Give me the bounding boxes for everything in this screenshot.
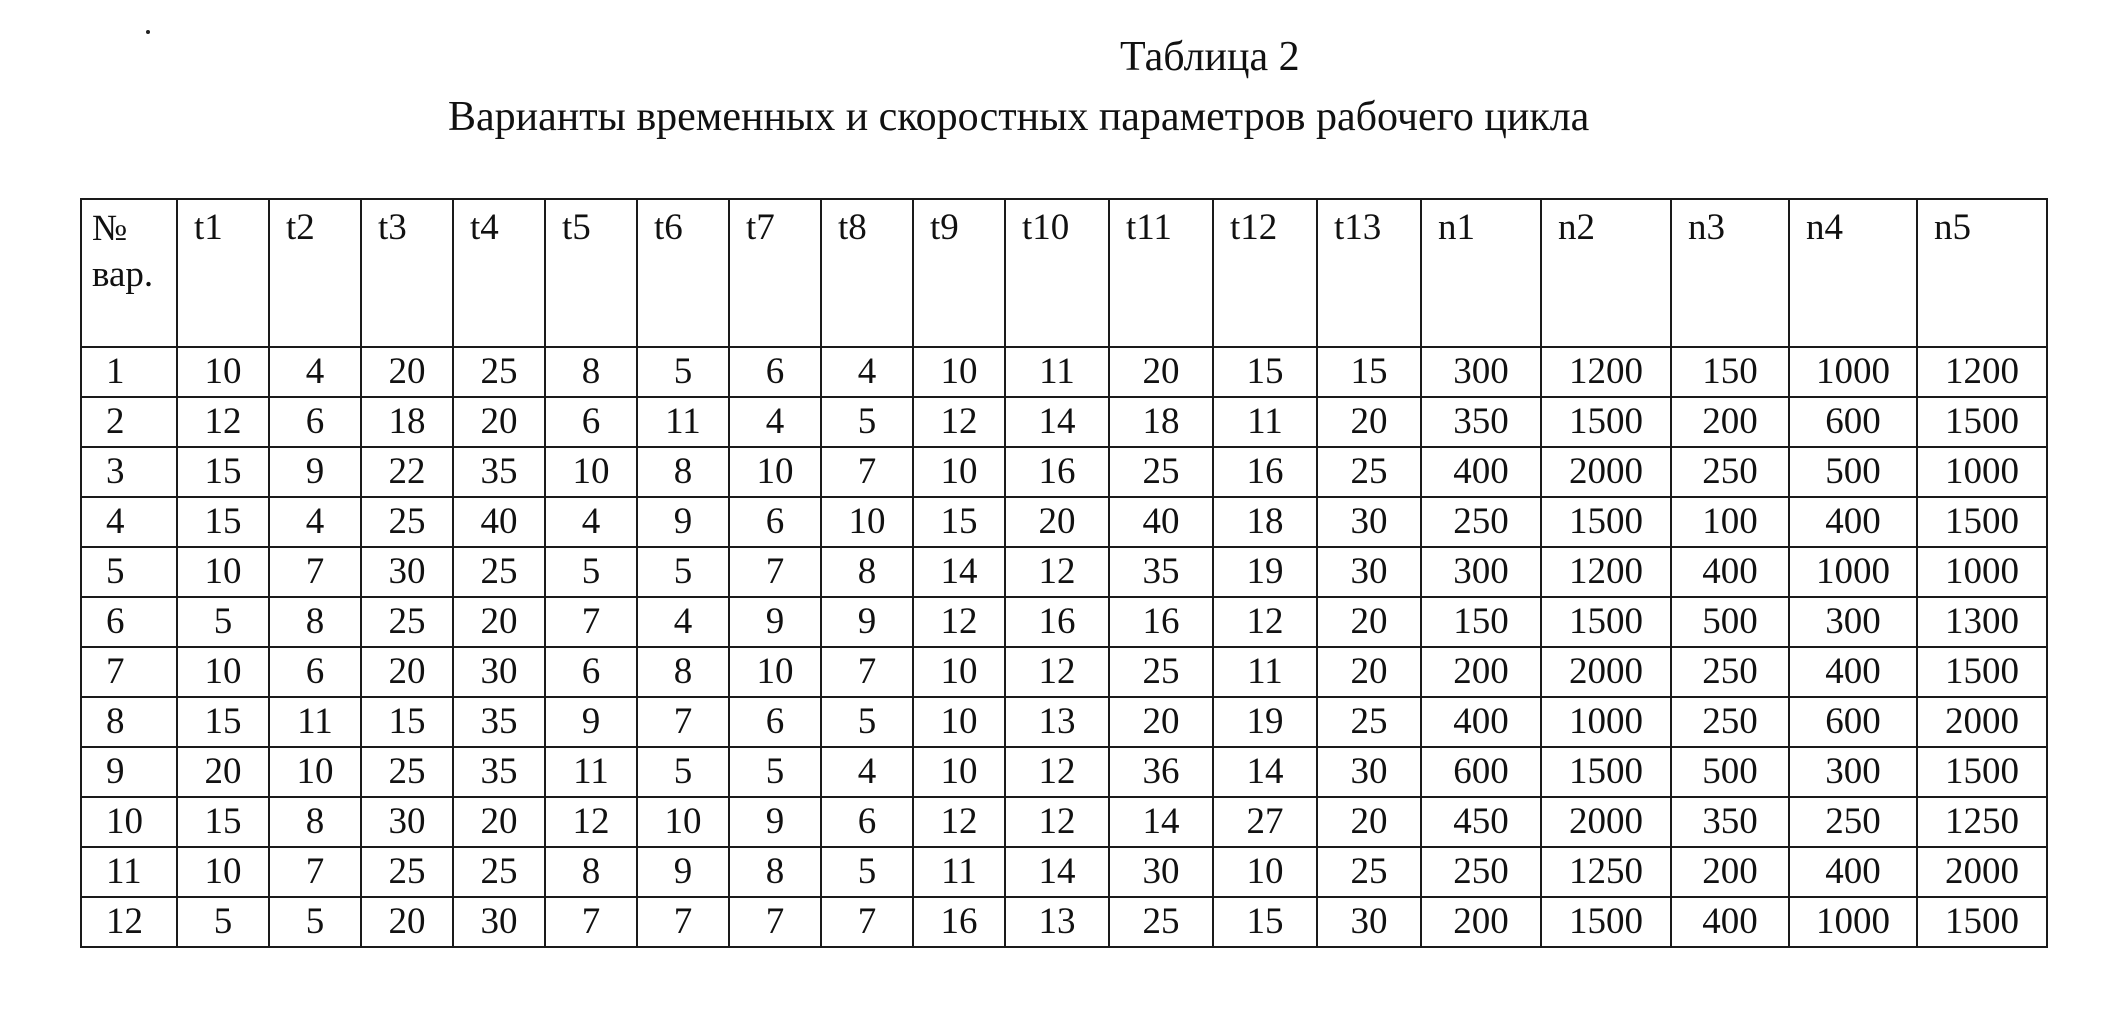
table-cell: 100 [1671, 497, 1789, 547]
table-cell: 5 [821, 397, 913, 447]
table-cell: 15 [1213, 897, 1317, 947]
table-cell: 30 [1317, 897, 1421, 947]
table-cell: 1200 [1541, 547, 1671, 597]
table-cell: 8 [637, 447, 729, 497]
table-cell: 12 [545, 797, 637, 847]
table-cell: 400 [1671, 547, 1789, 597]
table-cell: 40 [1109, 497, 1213, 547]
table-cell: 12 [913, 397, 1005, 447]
table-cell: 7 [269, 547, 361, 597]
table-cell: 7 [269, 847, 361, 897]
header-n4: n4 [1789, 199, 1917, 347]
table-cell: 2000 [1541, 647, 1671, 697]
table-cell: 5 [177, 897, 269, 947]
variant-number-cell: 9 [81, 747, 177, 797]
table-cell: 12 [1005, 747, 1109, 797]
table-cell: 10 [913, 647, 1005, 697]
table-cell: 500 [1789, 447, 1917, 497]
table-cell: 12 [1005, 647, 1109, 697]
table-cell: 9 [637, 847, 729, 897]
table-cell: 150 [1421, 597, 1541, 647]
table-cell: 250 [1421, 847, 1541, 897]
table-cell: 11 [1213, 647, 1317, 697]
table-cell: 19 [1213, 697, 1317, 747]
table-cell: 12 [1213, 597, 1317, 647]
table-cell: 1000 [1917, 447, 2047, 497]
table-cell: 25 [453, 547, 545, 597]
table-cell: 5 [177, 597, 269, 647]
table-cell: 250 [1671, 447, 1789, 497]
table-cell: 10 [729, 647, 821, 697]
table-cell: 18 [1109, 397, 1213, 447]
table-cell: 9 [637, 497, 729, 547]
table-cell: 500 [1671, 747, 1789, 797]
table-cell: 4 [821, 347, 913, 397]
table-cell: 4 [269, 347, 361, 397]
variant-number-cell: 2 [81, 397, 177, 447]
table-label: Таблица 2 [1120, 34, 1300, 80]
header-variant-number [81, 199, 177, 347]
table-cell: 22 [361, 447, 453, 497]
table-cell: 6 [545, 647, 637, 697]
table-cell: 30 [1109, 847, 1213, 897]
table-cell: 6 [545, 397, 637, 447]
table-cell: 25 [1317, 697, 1421, 747]
table-cell: 7 [545, 597, 637, 647]
table-cell: 1250 [1917, 797, 2047, 847]
table-cell: 1200 [1541, 347, 1671, 397]
table-cell: 6 [269, 397, 361, 447]
table-row [81, 797, 2047, 847]
variant-number-cell: 4 [81, 497, 177, 547]
table-cell: 15 [1317, 347, 1421, 397]
table-cell: 15 [177, 497, 269, 547]
table-cell: 10 [913, 747, 1005, 797]
document-header [0, 0, 2128, 200]
table-cell: 30 [453, 647, 545, 697]
table-cell: 14 [1005, 847, 1109, 897]
table-cell: 11 [269, 697, 361, 747]
table-row [81, 847, 2047, 897]
table-cell: 20 [1317, 597, 1421, 647]
table-cell: 7 [821, 647, 913, 697]
table-cell: 25 [453, 847, 545, 897]
table-cell: 250 [1671, 647, 1789, 697]
table-cell: 12 [177, 397, 269, 447]
table-cell: 20 [1317, 797, 1421, 847]
table-cell: 10 [545, 447, 637, 497]
table-cell: 8 [637, 647, 729, 697]
table-cell: 400 [1421, 697, 1541, 747]
table-cell: 25 [361, 747, 453, 797]
header-n3: n3 [1671, 199, 1789, 347]
table-cell: 20 [361, 347, 453, 397]
table-cell: 250 [1789, 797, 1917, 847]
header-t8: t8 [821, 199, 913, 347]
variant-number-cell: 10 [81, 797, 177, 847]
table-cell: 1500 [1541, 897, 1671, 947]
table-cell: 14 [913, 547, 1005, 597]
table-cell: 8 [545, 347, 637, 397]
table-cell: 1500 [1541, 747, 1671, 797]
table-cell: 1500 [1917, 497, 2047, 547]
table-cell: 7 [821, 447, 913, 497]
table-row [81, 697, 2047, 747]
table-header-row [81, 199, 2047, 347]
table-cell: 350 [1671, 797, 1789, 847]
header-t1: t1 [177, 199, 269, 347]
table-cell: 27 [1213, 797, 1317, 847]
table-cell: 8 [821, 547, 913, 597]
table-cell: 1000 [1917, 547, 2047, 597]
variant-number-cell: 3 [81, 447, 177, 497]
header-t7: t7 [729, 199, 821, 347]
table-cell: 35 [453, 697, 545, 747]
variant-number-cell: 11 [81, 847, 177, 897]
header-t12: t12 [1213, 199, 1317, 347]
table-cell: 19 [1213, 547, 1317, 597]
table-cell: 10 [269, 747, 361, 797]
variant-number-cell: 12 [81, 897, 177, 947]
table-cell: 8 [729, 847, 821, 897]
variant-number-cell: 5 [81, 547, 177, 597]
table-cell: 1250 [1541, 847, 1671, 897]
table-cell: 7 [729, 897, 821, 947]
table-cell: 12 [913, 797, 1005, 847]
header-t4: t4 [453, 199, 545, 347]
table-cell: 200 [1421, 647, 1541, 697]
table-cell: 25 [1109, 897, 1213, 947]
table-row [81, 497, 2047, 547]
table-cell: 400 [1789, 497, 1917, 547]
table-cell: 6 [729, 497, 821, 547]
table-cell: 300 [1421, 547, 1541, 597]
header-t10: t10 [1005, 199, 1109, 347]
table-cell: 5 [637, 347, 729, 397]
table-cell: 15 [177, 797, 269, 847]
table-cell: 4 [729, 397, 821, 447]
table-cell: 1200 [1917, 347, 2047, 397]
table-cell: 600 [1789, 397, 1917, 447]
table-cell: 15 [177, 447, 269, 497]
table-cell: 9 [269, 447, 361, 497]
table-cell: 6 [269, 647, 361, 697]
table-cell: 11 [913, 847, 1005, 897]
table-cell: 400 [1671, 897, 1789, 947]
header-t13: t13 [1317, 199, 1421, 347]
table-cell: 30 [361, 797, 453, 847]
table-cell: 150 [1671, 347, 1789, 397]
header-t3: t3 [361, 199, 453, 347]
table-cell: 20 [1317, 647, 1421, 697]
table-row [81, 647, 2047, 697]
header-t11: t11 [1109, 199, 1213, 347]
header-variant-abbrev: вар. [92, 254, 154, 295]
table-cell: 7 [821, 897, 913, 947]
table-cell: 9 [545, 697, 637, 747]
table-cell: 20 [453, 797, 545, 847]
table-cell: 25 [453, 347, 545, 397]
table-cell: 13 [1005, 697, 1109, 747]
table-cell: 11 [1005, 347, 1109, 397]
table-cell: 14 [1109, 797, 1213, 847]
table-row [81, 397, 2047, 447]
header-t6: t6 [637, 199, 729, 347]
table-cell: 10 [729, 447, 821, 497]
table-cell: 20 [1109, 347, 1213, 397]
table-cell: 2000 [1917, 847, 2047, 897]
table-row [81, 347, 2047, 397]
table-cell: 2000 [1541, 797, 1671, 847]
table-cell: 11 [637, 397, 729, 447]
table-cell: 1500 [1541, 497, 1671, 547]
table-cell: 30 [361, 547, 453, 597]
table-cell: 25 [361, 497, 453, 547]
table-cell: 5 [821, 697, 913, 747]
table-cell: 7 [637, 897, 729, 947]
table-cell: 15 [177, 697, 269, 747]
table-row [81, 447, 2047, 497]
table-cell: 11 [545, 747, 637, 797]
table-cell: 450 [1421, 797, 1541, 847]
table-cell: 7 [637, 697, 729, 747]
table-cell: 2000 [1541, 447, 1671, 497]
table-cell: 1000 [1789, 347, 1917, 397]
table-cell: 10 [913, 447, 1005, 497]
table-row [81, 747, 2047, 797]
table-cell: 12 [913, 597, 1005, 647]
table-cell: 15 [913, 497, 1005, 547]
table-cell: 25 [1109, 647, 1213, 697]
table-cell: 20 [1317, 397, 1421, 447]
table-cell: 40 [453, 497, 545, 547]
table-cell: 9 [729, 797, 821, 847]
table-cell: 6 [729, 347, 821, 397]
variant-number-cell: 1 [81, 347, 177, 397]
table-cell: 25 [1317, 847, 1421, 897]
table-cell: 400 [1421, 447, 1541, 497]
variant-number-cell: 6 [81, 597, 177, 647]
table-cell: 8 [269, 797, 361, 847]
header-n2: n2 [1541, 199, 1671, 347]
table-cell: 16 [1109, 597, 1213, 647]
table-cell: 18 [361, 397, 453, 447]
table-cell: 14 [1213, 747, 1317, 797]
table-cell: 5 [821, 847, 913, 897]
table-cell: 4 [821, 747, 913, 797]
table-cell: 13 [1005, 897, 1109, 947]
table-cell: 10 [177, 347, 269, 397]
table-cell: 200 [1671, 847, 1789, 897]
table-cell: 400 [1789, 847, 1917, 897]
table-cell: 1000 [1541, 697, 1671, 747]
table-cell: 10 [637, 797, 729, 847]
table-row [81, 597, 2047, 647]
header-n1: n1 [1421, 199, 1541, 347]
table-cell: 1500 [1541, 397, 1671, 447]
table-cell: 1500 [1917, 647, 2047, 697]
table-cell: 16 [1213, 447, 1317, 497]
table-body [81, 347, 2047, 947]
table-cell: 5 [637, 747, 729, 797]
variant-number-cell: 7 [81, 647, 177, 697]
table-cell: 7 [545, 897, 637, 947]
table-cell: 5 [269, 897, 361, 947]
table-cell: 6 [821, 797, 913, 847]
table-cell: 20 [361, 647, 453, 697]
table-cell: 15 [361, 697, 453, 747]
table-cell: 6 [729, 697, 821, 747]
table-cell: 4 [269, 497, 361, 547]
table-cell: 350 [1421, 397, 1541, 447]
table-cell: 10 [177, 847, 269, 897]
table-cell: 5 [545, 547, 637, 597]
table-cell: 20 [453, 597, 545, 647]
table-cell: 10 [913, 347, 1005, 397]
table-cell: 1500 [1917, 397, 2047, 447]
table-cell: 30 [1317, 747, 1421, 797]
table-cell: 10 [177, 547, 269, 597]
table-cell: 15 [1213, 347, 1317, 397]
table-cell: 8 [269, 597, 361, 647]
header-number-sign: № [92, 208, 128, 249]
table-cell: 20 [177, 747, 269, 797]
table-cell: 4 [545, 497, 637, 547]
table-cell: 250 [1671, 697, 1789, 747]
table-cell: 1500 [1917, 897, 2047, 947]
table-cell: 16 [1005, 597, 1109, 647]
table-cell: 35 [1109, 547, 1213, 597]
table-row [81, 547, 2047, 597]
table-cell: 200 [1671, 397, 1789, 447]
table-cell: 20 [1109, 697, 1213, 747]
table-cell: 9 [729, 597, 821, 647]
table-cell: 300 [1789, 597, 1917, 647]
table-cell: 5 [637, 547, 729, 597]
table-cell: 16 [1005, 447, 1109, 497]
table-cell: 300 [1421, 347, 1541, 397]
table-cell: 5 [729, 747, 821, 797]
table-cell: 10 [913, 697, 1005, 747]
table-cell: 500 [1671, 597, 1789, 647]
table-cell: 1500 [1917, 747, 2047, 797]
table-cell: 600 [1421, 747, 1541, 797]
table-cell: 35 [453, 447, 545, 497]
table-cell: 25 [361, 597, 453, 647]
table-cell: 18 [1213, 497, 1317, 547]
table-cell: 20 [361, 897, 453, 947]
table-cell: 16 [913, 897, 1005, 947]
table-cell: 12 [1005, 547, 1109, 597]
table-cell: 4 [637, 597, 729, 647]
header-t5: t5 [545, 199, 637, 347]
header-n5: n5 [1917, 199, 2047, 347]
table-cell: 36 [1109, 747, 1213, 797]
table-cell: 20 [1005, 497, 1109, 547]
table-cell: 8 [545, 847, 637, 897]
table-row [81, 897, 2047, 947]
table-cell: 30 [1317, 497, 1421, 547]
table-cell: 400 [1789, 647, 1917, 697]
table-cell: 1000 [1789, 547, 1917, 597]
table-cell: 9 [821, 597, 913, 647]
table-cell: 12 [1005, 797, 1109, 847]
table-cell: 14 [1005, 397, 1109, 447]
table-cell: 30 [1317, 547, 1421, 597]
table-cell: 1300 [1917, 597, 2047, 647]
table-cell: 35 [453, 747, 545, 797]
table-cell: 25 [1109, 447, 1213, 497]
table-cell: 2000 [1917, 697, 2047, 747]
table-cell: 25 [1317, 447, 1421, 497]
table-cell: 1000 [1789, 897, 1917, 947]
table-cell: 7 [729, 547, 821, 597]
table-cell: 200 [1421, 897, 1541, 947]
table-cell: 25 [361, 847, 453, 897]
table-cell: 1500 [1541, 597, 1671, 647]
variant-number-cell: 8 [81, 697, 177, 747]
table-cell: 10 [821, 497, 913, 547]
header-t2: t2 [269, 199, 361, 347]
table-cell: 250 [1421, 497, 1541, 547]
table-cell: 10 [1213, 847, 1317, 897]
table-cell: 20 [453, 397, 545, 447]
table-title: Варианты временных и скоростных параметров рабочего цикла [448, 94, 1590, 140]
table-cell: 10 [177, 647, 269, 697]
table-cell: 300 [1789, 747, 1917, 797]
table-cell: 11 [1213, 397, 1317, 447]
header-t9: t9 [913, 199, 1005, 347]
parameters-table [80, 198, 2048, 948]
table-cell: 30 [453, 897, 545, 947]
table-cell: 600 [1789, 697, 1917, 747]
